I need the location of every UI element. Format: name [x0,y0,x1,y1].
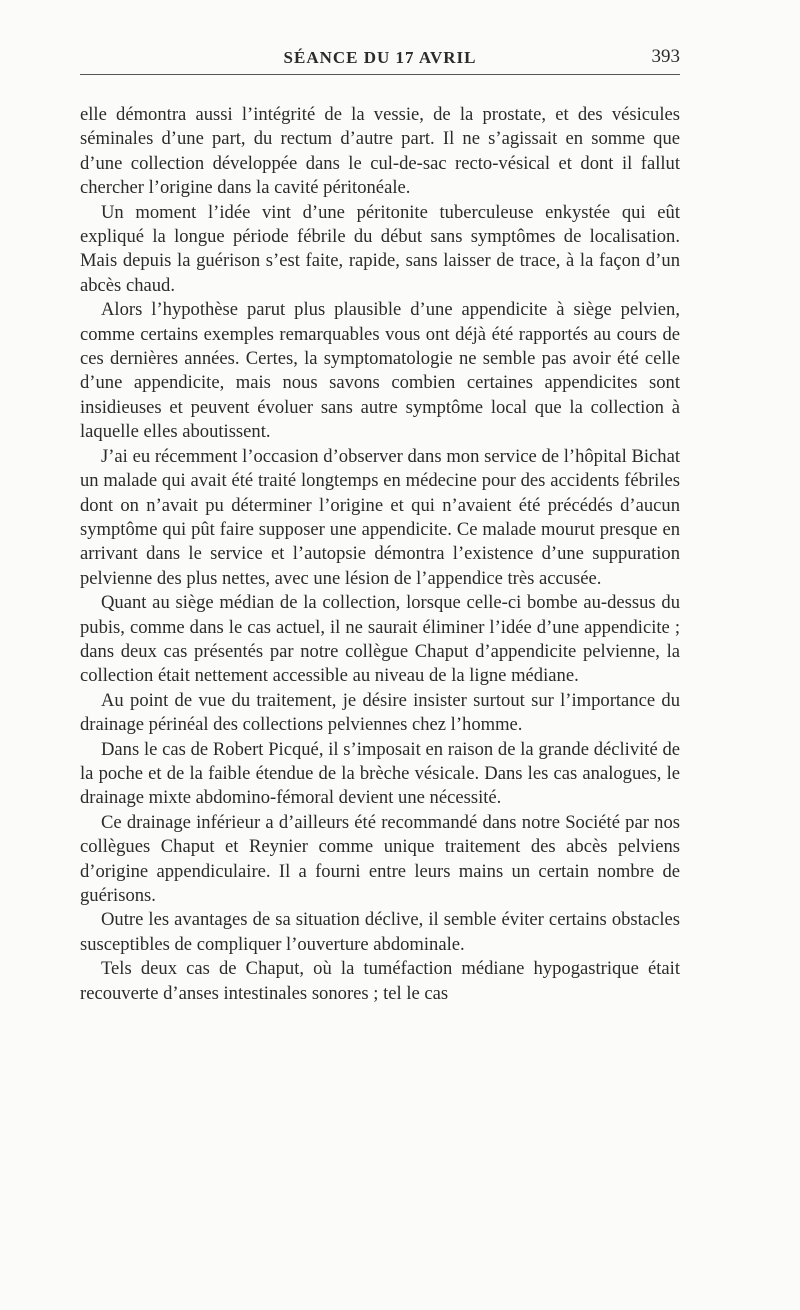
paragraph: Outre les avantages de sa situation déclive, il semble éviter certains obstacles susceptibles de compliquer l’ouverture abdominale. [80,909,680,955]
paragraph: Dans le cas de Robert Picqué, il s’imposait en raison de la grande déclivité de la poche et de la faible étendue de la brèche vésicale. Dans les cas analogues, le drainage mixte abdomino-fémoral devient une nécessité. [80,738,680,809]
paragraph: elle démontra aussi l’intégrité de la vessie, de la prostate, et des vésicules séminales d’une part, du rectum d’autre part. Il ne s’agissait en somme que d’une collection développée dans le cul-de-sac recto-vésical et dont il fallut chercher l’origine dans la cavité péritonéale. [80,104,680,199]
paragraph: Un moment l’idée vint d’une péritonite tuberculeuse enkystée qui eût expliqué la longue période fébrile du début sans symptômes de localisation. Mais depuis la guérison s’est faite, rapide, sans laisser de trace, à la façon d’un abcès chaud. [80,201,680,296]
running-header [80,44,680,75]
paragraph: Alors l’hypothèse parut plus plausible d’une appendicite à siège pelvien, comme certains exemples remarquables vous ont déjà été rapportés au cours de ces dernières années. Certes, la symptomatologie ne semble pas avoir été celle d’une appendicite, mais nous savons combien certaines appendicites sont insidieuses et peuvent évoluer sans autre symptôme local que la collection à laquelle elles aboutissent. [80,299,680,443]
running-title: SÉANCE DU 17 AVRIL [283,48,477,67]
paragraph: Ce drainage inférieur a d’ailleurs été recommandé dans notre Société par nos collègues Chaput et Reynier comme unique traitement des abcès pelviens d’origine appendiculaire. Il a fourni entre leurs mains un certain nombre de guérisons. [80,811,680,906]
page-number: 393 [651,46,680,67]
body-text [80,103,680,1006]
paragraph: Tels deux cas de Chaput, où la tuméfaction médiane hypogastrique était recouverte d’anses intestinales sonores ; tel le cas [80,958,680,1004]
paragraph: Quant au siège médian de la collection, lorsque celle-ci bombe au-dessus du pubis, comme dans le cas actuel, il ne saurait éliminer l’idée d’une appendicite ; dans deux cas présentés par notre collègue Chaput d’appendicite pelvienne, la collection était nettement accessible au niveau de la ligne médiane. [80,592,680,687]
paragraph: Au point de vue du traitement, je désire insister surtout sur l’importance du drainage périnéal des collections pelviennes chez l’homme. [80,689,680,736]
paragraph: J’ai eu récemment l’occasion d’observer dans mon service de l’hôpital Bichat un malade qui avait été traité longtemps en médecine pour des accidents fébriles dont on n’avait pu déterminer l’origine et qui n’avaient été précédés d’aucun symptôme qui pût faire supposer une appendicite. Ce malade mourut presque en arrivant dans le service et l’autopsie démontra l’existence d’une suppuration pelvienne des plus nettes, avec une lésion de l’appendice très accusée. [80,445,680,589]
